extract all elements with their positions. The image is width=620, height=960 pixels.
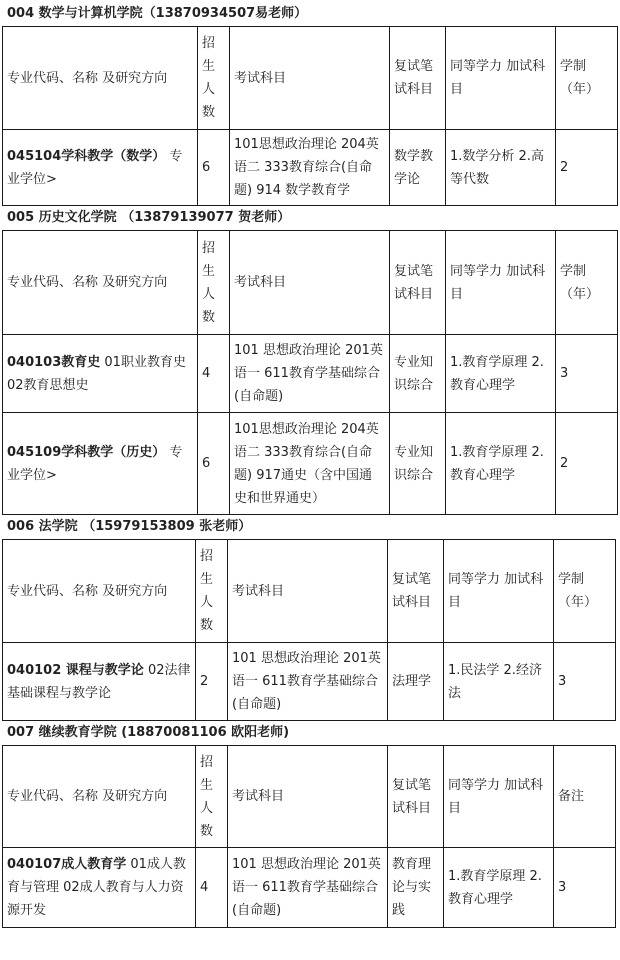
header-retest: 复试笔试科目 <box>390 27 446 130</box>
header-note: 备注 <box>554 746 616 848</box>
major-direction: 专业学位> <box>7 148 183 187</box>
major-cell <box>3 130 198 206</box>
header-major: 专业代码、名称 及研究方向 <box>3 540 196 643</box>
major-code: 045109学科教学（历史） <box>7 444 166 460</box>
header-duration: 学制（年） <box>556 231 618 335</box>
subjects-cell: 101 思想政治理论 201英语一 611教育学基础综合(自命题) <box>228 643 388 721</box>
equiv-cell: 1.教育学原理 2.教育心理学 <box>446 413 556 515</box>
college-block-continuing-education <box>2 721 615 928</box>
header-subjects: 考试科目 <box>228 540 388 643</box>
duration-cell: 3 <box>554 848 616 928</box>
quota-cell: 4 <box>198 335 230 413</box>
table-header-row <box>3 27 618 130</box>
program-table <box>2 745 616 928</box>
header-duration: 学制（年） <box>556 27 618 130</box>
equiv-cell: 1.民法学 2.经济法 <box>444 643 554 721</box>
major-cell <box>3 335 198 413</box>
table-header-row <box>3 746 616 848</box>
table-row <box>3 643 616 721</box>
header-equiv: 同等学力 加试科目 <box>444 746 554 848</box>
header-retest: 复试笔试科目 <box>390 231 446 335</box>
major-code: 045104学科教学（数学） <box>7 148 166 164</box>
major-cell <box>3 643 196 721</box>
duration-cell: 3 <box>554 643 616 721</box>
header-duration: 学制（年） <box>554 540 616 643</box>
program-table <box>2 539 616 721</box>
subjects-cell: 101思想政治理论 204英语二 333教育综合(自命题) 917通史（含中国通史和世界通史） <box>230 413 390 515</box>
equiv-cell: 1.数学分析 2.高等代数 <box>446 130 556 206</box>
college-title: 007 继续教育学院 (18870081106 欧阳老师) <box>7 725 290 740</box>
header-quota: 招生人数 <box>196 746 228 848</box>
program-table <box>2 26 618 206</box>
quota-cell: 6 <box>198 413 230 515</box>
header-major: 专业代码、名称 及研究方向 <box>3 746 196 848</box>
retest-cell: 法理学 <box>388 643 444 721</box>
header-retest: 复试笔试科目 <box>388 746 444 848</box>
table-header-row <box>3 231 618 335</box>
retest-cell: 教育理论与实践 <box>388 848 444 928</box>
header-equiv: 同等学力 加试科目 <box>446 231 556 335</box>
major-direction: 01职业教育史 02教育思想史 <box>7 354 186 393</box>
header-retest: 复试笔试科目 <box>388 540 444 643</box>
retest-cell: 数学教学论 <box>390 130 446 206</box>
header-quota: 招生人数 <box>198 27 230 130</box>
college-title: 005 历史文化学院 （13879139077 贺老师） <box>7 210 291 225</box>
header-subjects: 考试科目 <box>230 231 390 335</box>
major-direction: 专业学位> <box>7 444 183 483</box>
header-quota: 招生人数 <box>196 540 228 643</box>
program-table <box>2 230 618 515</box>
college-block-history <box>2 206 617 515</box>
college-block-math <box>2 2 617 206</box>
quota-cell: 4 <box>196 848 228 928</box>
table-row <box>3 335 618 413</box>
college-block-law <box>2 515 615 721</box>
duration-cell: 2 <box>556 130 618 206</box>
table-row <box>3 413 618 515</box>
header-major: 专业代码、名称 及研究方向 <box>3 231 198 335</box>
major-cell <box>3 413 198 515</box>
table-row <box>3 130 618 206</box>
major-direction: 01成人教育与管理 02成人教育与人力资源开发 <box>7 857 186 918</box>
college-title: 006 法学院 （15979153809 张老师） <box>7 519 252 534</box>
major-direction: 02法律基础课程与教学论 <box>7 662 191 701</box>
header-subjects: 考试科目 <box>228 746 388 848</box>
duration-cell: 3 <box>556 335 618 413</box>
header-equiv: 同等学力 加试科目 <box>444 540 554 643</box>
header-equiv: 同等学力 加试科目 <box>446 27 556 130</box>
major-code: 040102 课程与教学论 <box>7 662 144 678</box>
subjects-cell: 101 思想政治理论 201英语一 611教育学基础综合(自命题) <box>230 335 390 413</box>
major-cell <box>3 848 196 928</box>
header-major: 专业代码、名称 及研究方向 <box>3 27 198 130</box>
quota-cell: 2 <box>196 643 228 721</box>
retest-cell: 专业知识综合 <box>390 335 446 413</box>
retest-cell: 专业知识综合 <box>390 413 446 515</box>
quota-cell: 6 <box>198 130 230 206</box>
header-quota: 招生人数 <box>198 231 230 335</box>
table-row <box>3 848 616 928</box>
equiv-cell: 1.教育学原理 2.教育心理学 <box>444 848 554 928</box>
subjects-cell: 101 思想政治理论 201英语一 611教育学基础综合(自命题) <box>228 848 388 928</box>
table-header-row <box>3 540 616 643</box>
header-subjects: 考试科目 <box>230 27 390 130</box>
equiv-cell: 1.教育学原理 2.教育心理学 <box>446 335 556 413</box>
major-code: 040107成人教育学 <box>7 857 127 872</box>
college-title: 004 数学与计算机学院（13870934507易老师） <box>7 6 308 21</box>
major-code: 040103教育史 <box>7 354 101 370</box>
duration-cell: 2 <box>556 413 618 515</box>
subjects-cell: 101思想政治理论 204英语二 333教育综合(自命题) 914 数学教育学 <box>230 130 390 206</box>
